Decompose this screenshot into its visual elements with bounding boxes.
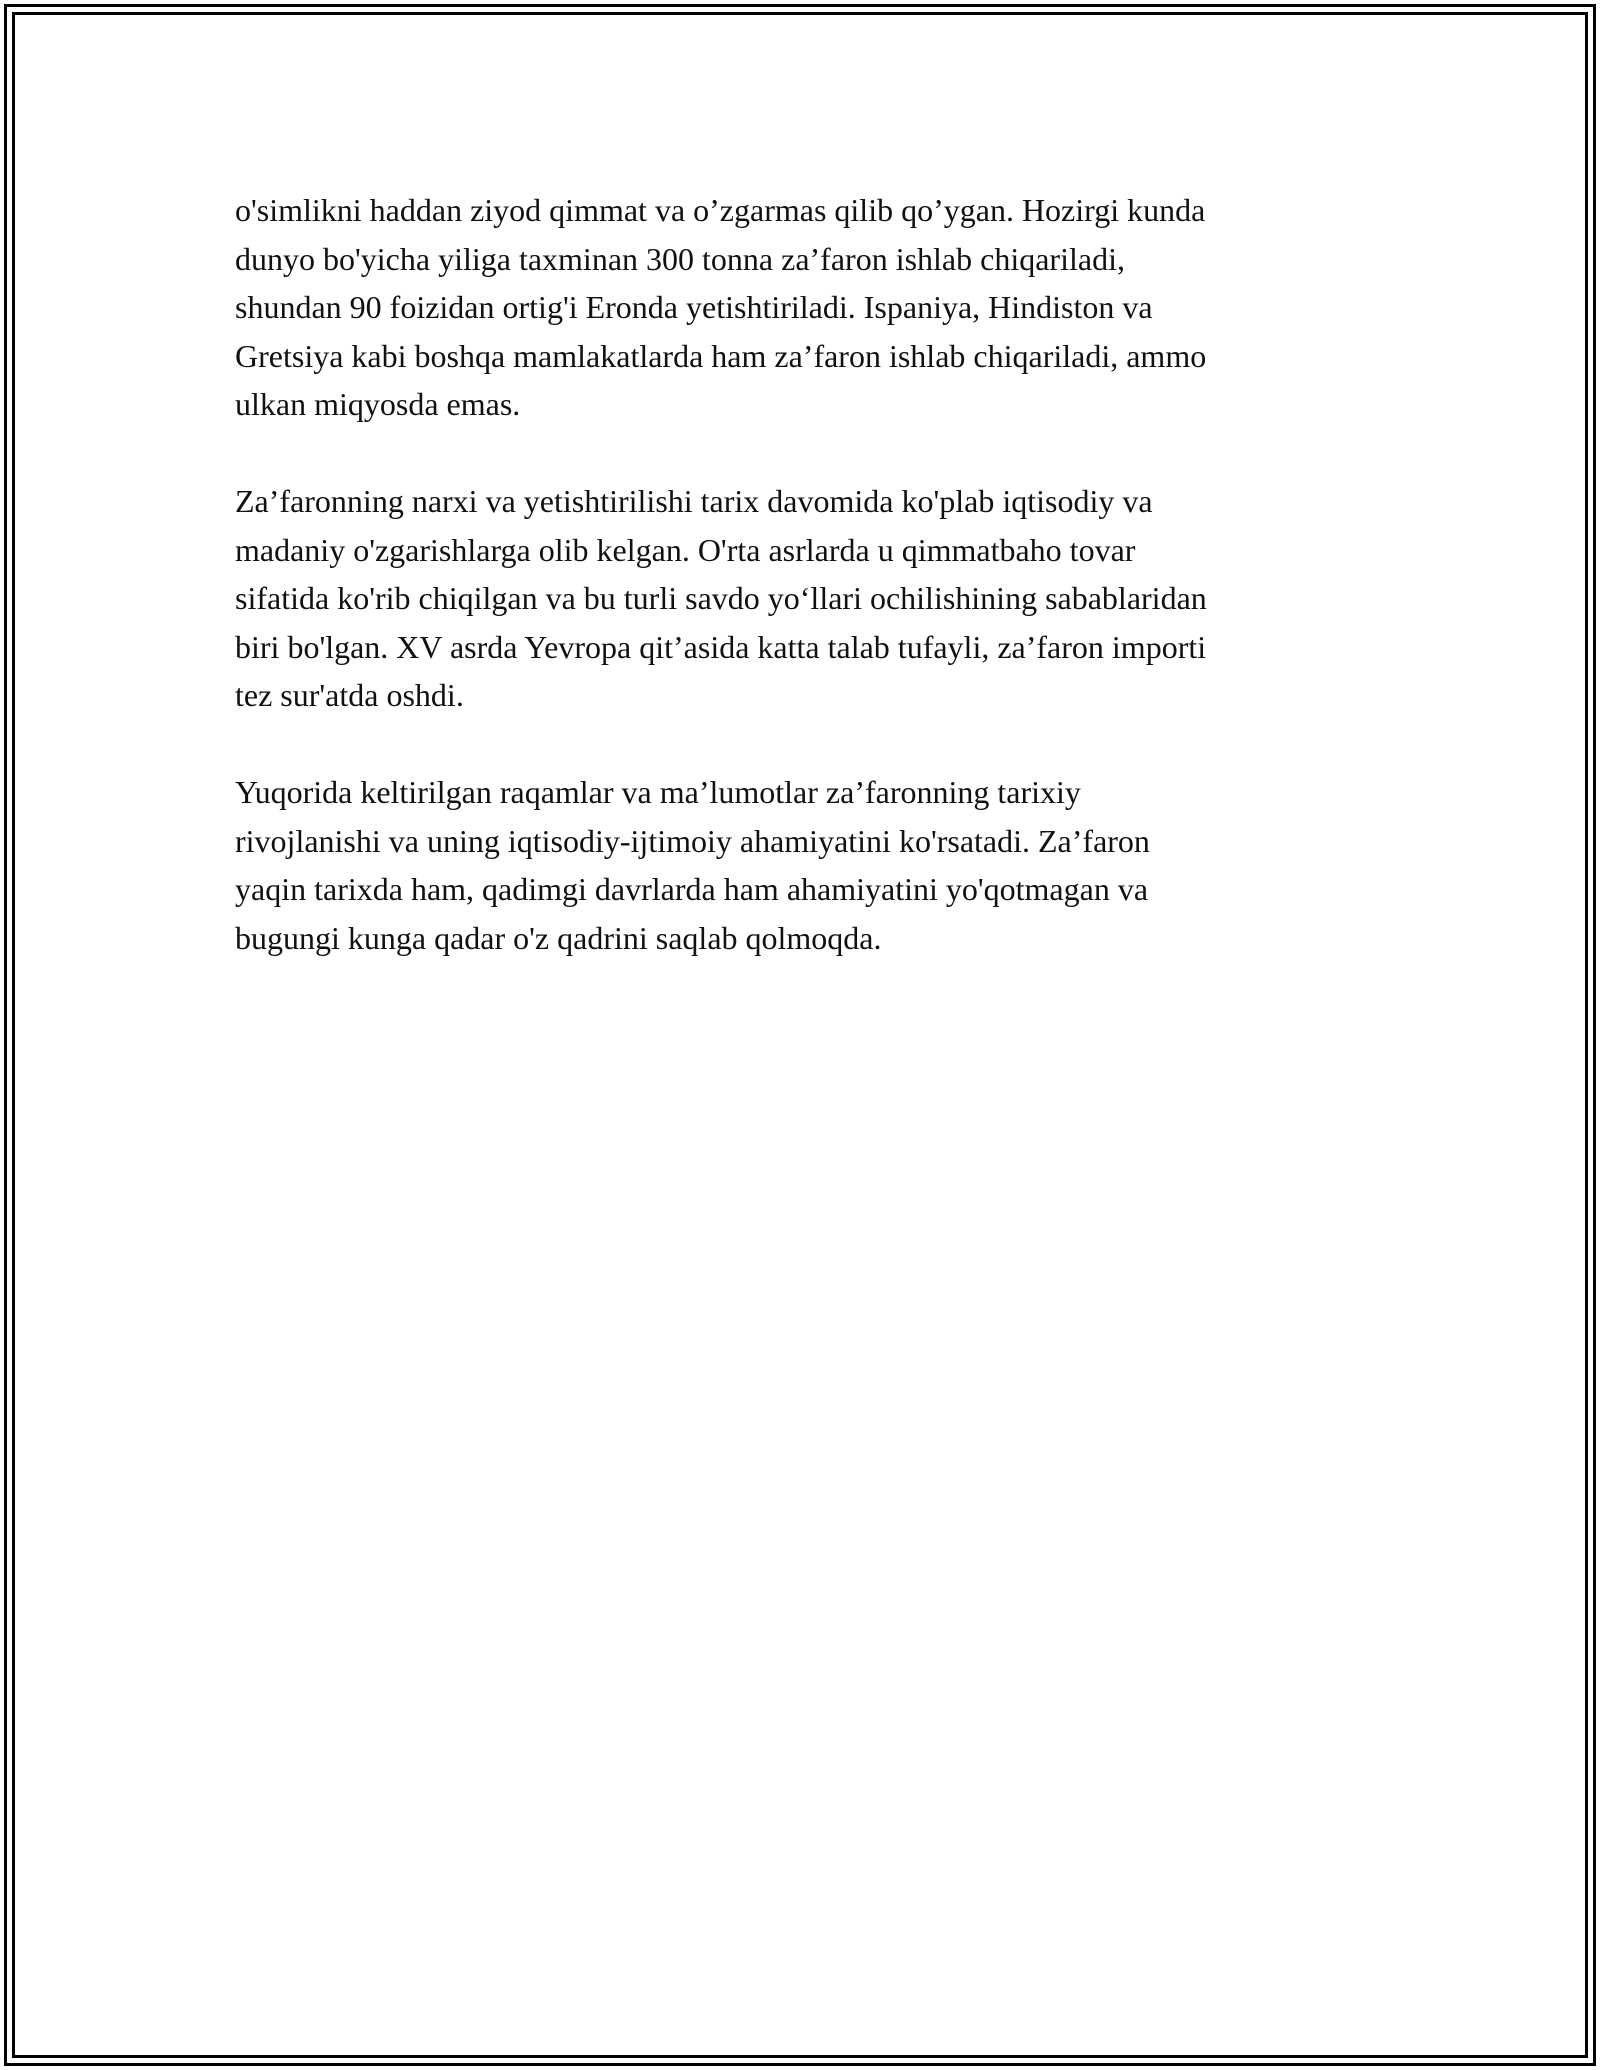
- text-line: Za’faronning narxi va yetishtirilishi tarix davomida ko'plab iqtisodiy va: [235, 483, 1153, 519]
- paragraph-saffron-conclusion: [235, 768, 1365, 962]
- text-line: biri bo'lgan. XV asrda Yevropa qit’asida katta talab tufayli, za’faron importi: [235, 628, 1207, 665]
- text-line: bugungi kunga qadar o'z qadrini saqlab qolmoqda.: [235, 919, 882, 956]
- text-line: Gretsiya kabi boshqa mamlakatlarda ham za’faron ishlab chiqariladi, ammo: [235, 337, 1207, 374]
- text-line: madaniy o'zgarishlarga olib kelgan. O'rta asrlarda u qimmatbaho tovar: [235, 531, 1136, 568]
- text-line: sifatida ko'rib chiqilgan va bu turli savdo yo‘llari ochilishining sabablaridan: [235, 580, 1207, 616]
- text-line: tez sur'atda oshdi.: [235, 677, 464, 713]
- text-line: rivojlanishi va uning iqtisodiy-ijtimoiy ahamiyatini ko'rsatadi. Za’faron: [235, 822, 1150, 859]
- text-line: dunyo bo'yicha yiliga taxminan 300 tonna za’faron ishlab chiqariladi,: [235, 240, 1125, 277]
- text-line: Yuqorida keltirilgan raqamlar va ma’lumotlar za’faronning tarixiy: [235, 774, 1081, 810]
- text-line: yaqin tarixda ham, qadimgi davrlarda ham ahamiyatini yo'qotmagan va: [235, 871, 1149, 907]
- text-line: ulkan miqyosda emas.: [235, 386, 521, 422]
- text-line: shundan 90 foizidan ortig'i Eronda yetishtiriladi. Ispaniya, Hindiston va: [235, 289, 1153, 325]
- text-line: o'simlikni haddan ziyod qimmat va o’zgarmas qilib qo’ygan. Hozirgi kunda: [235, 192, 1206, 228]
- paragraph-saffron-history: [235, 477, 1365, 720]
- paragraph-saffron-production: [235, 186, 1365, 429]
- document-body: [235, 186, 1365, 1011]
